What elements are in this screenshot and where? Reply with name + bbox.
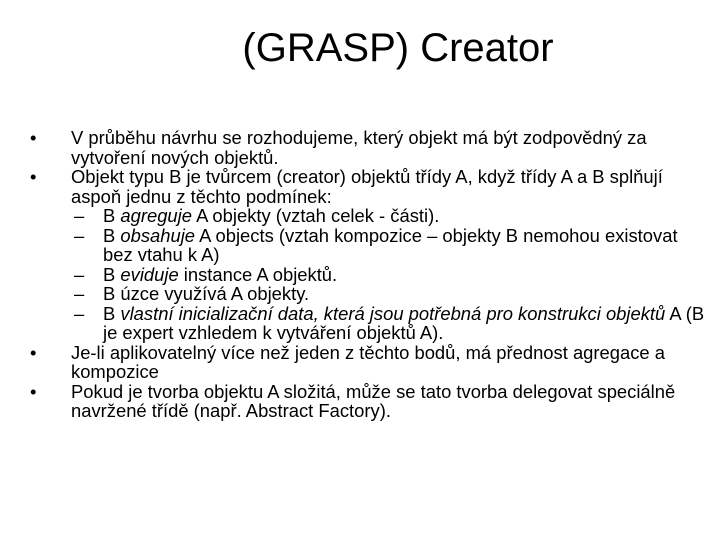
dash-marker: – [74, 302, 85, 324]
bullet-item [30, 382, 710, 421]
dash-marker: – [74, 263, 85, 285]
sub-bullet-item [30, 284, 710, 304]
bullet-marker: • [30, 380, 37, 402]
bullet-item [30, 128, 710, 167]
bullet-text: Je-li aplikovatelný více než jeden z těchto bodů, má přednost agregace a kompozice [71, 341, 665, 382]
slide-body [30, 128, 710, 421]
bullet-text: Pokud je tvorba objektu A složitá, může se tato tvorba delegovat speciálně navržené třídě (např. Abstract Factory). [71, 380, 676, 421]
sub-bullet-suffix: A objekty (vztah celek - části). [191, 205, 440, 226]
sub-bullet-prefix: B [103, 263, 121, 285]
sub-bullet-item [30, 304, 710, 343]
sub-bullet-prefix: B [103, 205, 121, 226]
sub-bullet-emphasis: agreguje [120, 205, 192, 226]
dash-marker: – [74, 283, 85, 304]
sub-bullet-emphasis: eviduje [120, 263, 179, 285]
bullet-marker: • [30, 341, 37, 363]
slide-title: (GRASP) Creator [242, 26, 554, 70]
sub-bullet-prefix: B [103, 302, 121, 324]
sub-bullet-emphasis: vlastní inicializační data, která jsou potřebná pro konstrukci objektů [120, 302, 666, 324]
sub-bullet-item [30, 265, 710, 285]
bullet-item [30, 343, 710, 382]
bullet-text: Objekt typu B je tvůrcem (creator) objektů třídy A, když třídy A a B splňují aspoň jednu z těchto podmínek: [71, 166, 663, 207]
bullet-marker: • [30, 166, 37, 187]
sub-bullet-emphasis: obsahuje [120, 224, 196, 246]
dash-marker: – [74, 224, 85, 246]
dash-marker: – [74, 205, 85, 226]
sub-bullet-prefix: B [103, 224, 121, 246]
bullet-marker: • [30, 127, 37, 148]
bullet-text: V průběhu návrhu se rozhodujeme, který objekt má být zodpovědný za vytvoření nových objektů. [71, 127, 647, 168]
sub-bullet-item [30, 226, 710, 265]
sub-bullet-item [30, 206, 710, 226]
bullet-item [30, 167, 710, 206]
sub-bullet-suffix: instance A objektů. [178, 263, 338, 285]
sub-bullet-text: B úzce využívá A objekty. [103, 283, 310, 304]
sub-bullet-suffix: A (B je expert vzhledem k vytváření objektů A). [103, 302, 705, 343]
sub-bullet-suffix: A objects (vztah kompozice – objekty B nemohou existovat bez vtahu k A) [103, 224, 678, 265]
